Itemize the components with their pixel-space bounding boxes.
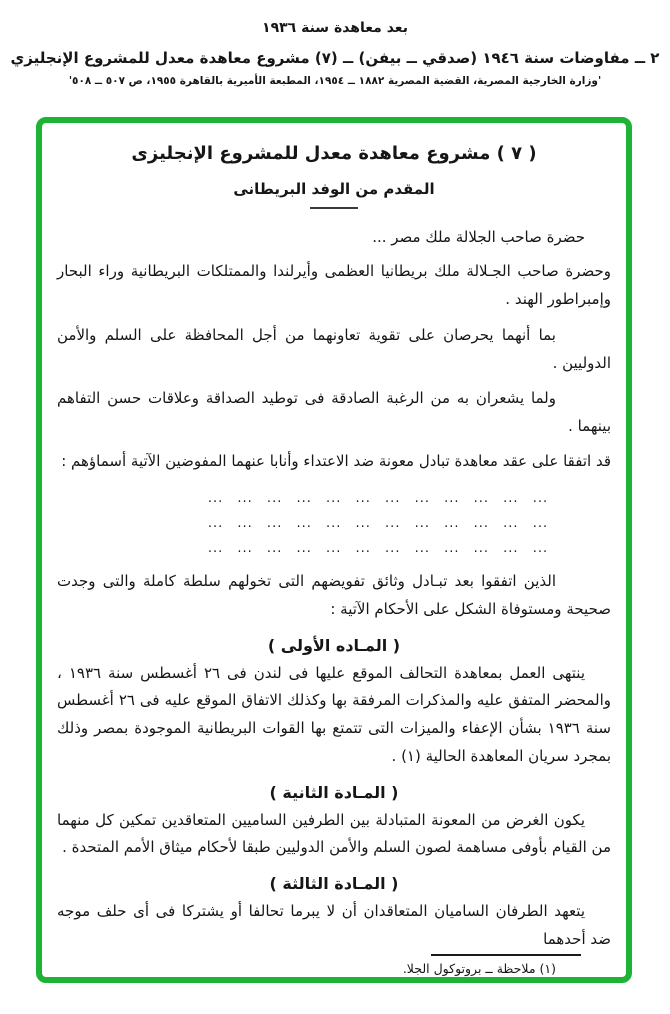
article-1-heading: ( المـاده الأولى ) — [267, 635, 401, 655]
article-2-body: يكون الغرض من المعونة المتبادلة بين الطرفين الساميين المتعاقدين تمكين كل منهما من القيام بأوفى مساهمة لصون السلم والأمن الدوليين طبقا لأحكام ميثاق الأمم المتحدة . — [57, 810, 611, 857]
plenipotentiaries-paragraph: الذين اتفقوا بعد تبـادل وثائق تفويضهم التى تخولهم سلطة كاملة والتى وجدت صحيحة ومستوفاة الشكل على الأحكام الآتية : — [57, 572, 611, 618]
header-chapter-title: ٢ ــ مفاوضات سنة ١٩٤٦ (صدقي ــ بيفن) ــ (٧) مشروع معاهدة معدل للمشروع الإنجليزي — [10, 49, 660, 67]
article-3-heading: ( المـادة الثالثة ) — [269, 874, 399, 893]
footnote — [57, 954, 611, 980]
salutation-line: حضرة صاحب الجلالة ملك مصر ... — [372, 228, 585, 246]
article-3-body: يتعهد الطرفان الساميان المتعاقدان أن لا يبرما تحالفا أو يشتركا فى أى حلف موجه ضد أحدهما — [57, 902, 611, 948]
subtitle-divider — [310, 207, 358, 209]
footnote-divider — [431, 954, 581, 956]
ellipsis-row: ... ... ... ... ... ... ... ... ... ... ... ... — [207, 491, 549, 506]
article-2-heading: ( المـادة الثانية ) — [269, 782, 399, 802]
footnote-text: (١) ملاحظة ــ بروتوكول الجلا. — [402, 960, 556, 976]
article-1-body: ينتهى العمل بمعاهدة التحالف الموقع عليها فى لندن فى ٢٦ أغسطس سنة ١٩٣٦ ، والمحضر المتفق عليه والمذكرات المرفقة بها وكذلك الاتفاق الموقع عليه فى ٢٦ أغسطس سنة ١٩٣٦ بشأن الإعفاء والميزات التى تتمتع بها القوات البريطانية الموجودة بمصر وذلك بمجرد سريان المعاهدة الحالية (١) . — [57, 663, 611, 765]
agreement-paragraph: قد اتفقا على عقد معاهدة تبادل معونة ضد الاعتداء وأنابا عنهما المفوضين الآتية أسماؤهم : — [61, 452, 611, 471]
header-series-title: بعد معاهدة سنة ١٩٣٦ — [262, 20, 408, 36]
preamble-friendship: ولما يشعران به من الرغبة الصادقة فى توطيد الصداقة وعلاقات حسن التفاهم بينهما . — [57, 388, 611, 435]
highlighted-treaty-box — [36, 117, 632, 983]
ellipsis-row: ... ... ... ... ... ... ... ... ... ... ... ... — [207, 516, 549, 531]
document-subtitle: المقدم من الوفد البريطانى — [233, 180, 435, 198]
ellipsis-row: ... ... ... ... ... ... ... ... ... ... ... ... — [207, 541, 549, 556]
document-title: ( ٧ ) مشروع معاهدة معدل للمشروع الإنجليزى — [131, 143, 537, 164]
preamble-cooperation: بما أنهما يحرصان على تقوية تعاونهما من أجل المحافظة على السلم والأمن الدوليين . — [57, 326, 611, 372]
parties-paragraph: وحضرة صاحب الجـلالة ملك بريطانيا العظمى وأيرلندا والممتلكات البريطانية وراء البحار وإمبراطور الهند . — [57, 261, 611, 308]
header-source-citation: 'وزارة الخارجية المصرية، القضية المصرية ١٨٨٢ ــ ١٩٥٤، المطبعة الأميرية بالقاهرة ١٩٥٥، ص ٥٠٧ ــ ٥٠٨' — [68, 75, 602, 87]
page-header — [0, 20, 670, 87]
plenipotentiaries-blank-lines — [57, 486, 611, 561]
